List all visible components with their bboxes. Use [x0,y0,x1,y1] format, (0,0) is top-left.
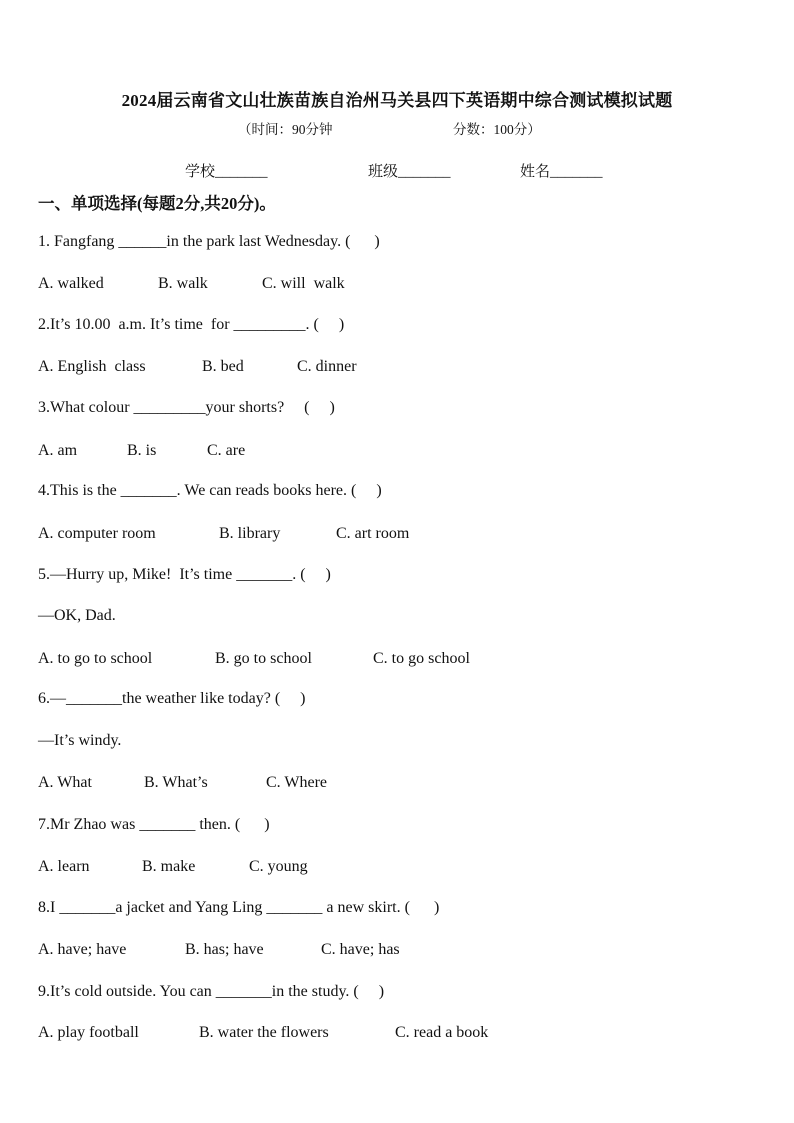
question-5-reply: —OK, Dad. [38,607,116,624]
question-1: 1. Fangfang ______in the park last Wednesday. ( ) [38,233,380,250]
option-b: B. water the flowers [199,1024,329,1041]
option-c: C. have; has [321,941,400,958]
question-6: 6.—_______the weather like today? ( ) [38,690,306,707]
option-a: A. have; have [38,941,127,958]
question-3: 3.What colour _________your shorts? ( ) [38,399,335,416]
option-b: B. make [142,858,196,875]
exam-title: 2024届云南省文山壮族苗族自治州马关县四下英语期中综合测试模拟试题 [121,91,673,110]
question-5: 5.—Hurry up, Mike! It’s time _______. ( ) [38,566,331,583]
option-b: B. What’s [144,774,208,791]
class-field: 班级_______ [368,164,451,180]
question-6-reply: —It’s windy. [38,732,122,749]
option-a: A. computer room [38,525,156,542]
option-c: C. art room [336,525,410,542]
option-a: A. What [38,774,92,791]
option-a: A. learn [38,858,90,875]
section-heading: 一、单项选择(每题2分,共20分)。 [38,194,276,213]
option-c: C. dinner [297,358,357,375]
option-a: A. play football [38,1024,139,1041]
option-a: A. to go to school [38,650,153,667]
option-b: B. bed [202,358,244,375]
time-info: （时间：90分钟 [238,122,333,137]
question-4: 4.This is the _______. We can reads books here. ( ) [38,482,382,499]
option-a: A. English class [38,358,146,375]
question-8: 8.I _______a jacket and Yang Ling _______ a new skirt. ( ) [38,899,440,916]
option-c: C. Where [266,774,328,791]
score-info: 分数：100分） [453,122,541,137]
option-c: C. will walk [262,275,345,292]
question-7: 7.Mr Zhao was _______ then. ( ) [38,816,270,833]
option-a: A. am [38,442,78,459]
option-c: C. read a book [395,1024,489,1041]
option-a: A. walked [38,275,104,292]
school-field: 学校_______ [185,164,268,180]
option-c: C. are [207,442,246,459]
option-b: B. is [127,442,157,459]
question-9: 9.It’s cold outside. You can _______in the study. ( ) [38,983,385,1000]
option-c: C. to go school [373,650,470,667]
option-b: B. walk [158,275,208,292]
name-field: 姓名_______ [520,164,603,180]
option-b: B. library [219,525,281,542]
question-2: 2.It’s 10.00 a.m. It’s time for _________. ( ) [38,316,345,333]
option-c: C. young [249,858,308,875]
option-b: B. has; have [185,941,264,958]
option-b: B. go to school [215,650,312,667]
